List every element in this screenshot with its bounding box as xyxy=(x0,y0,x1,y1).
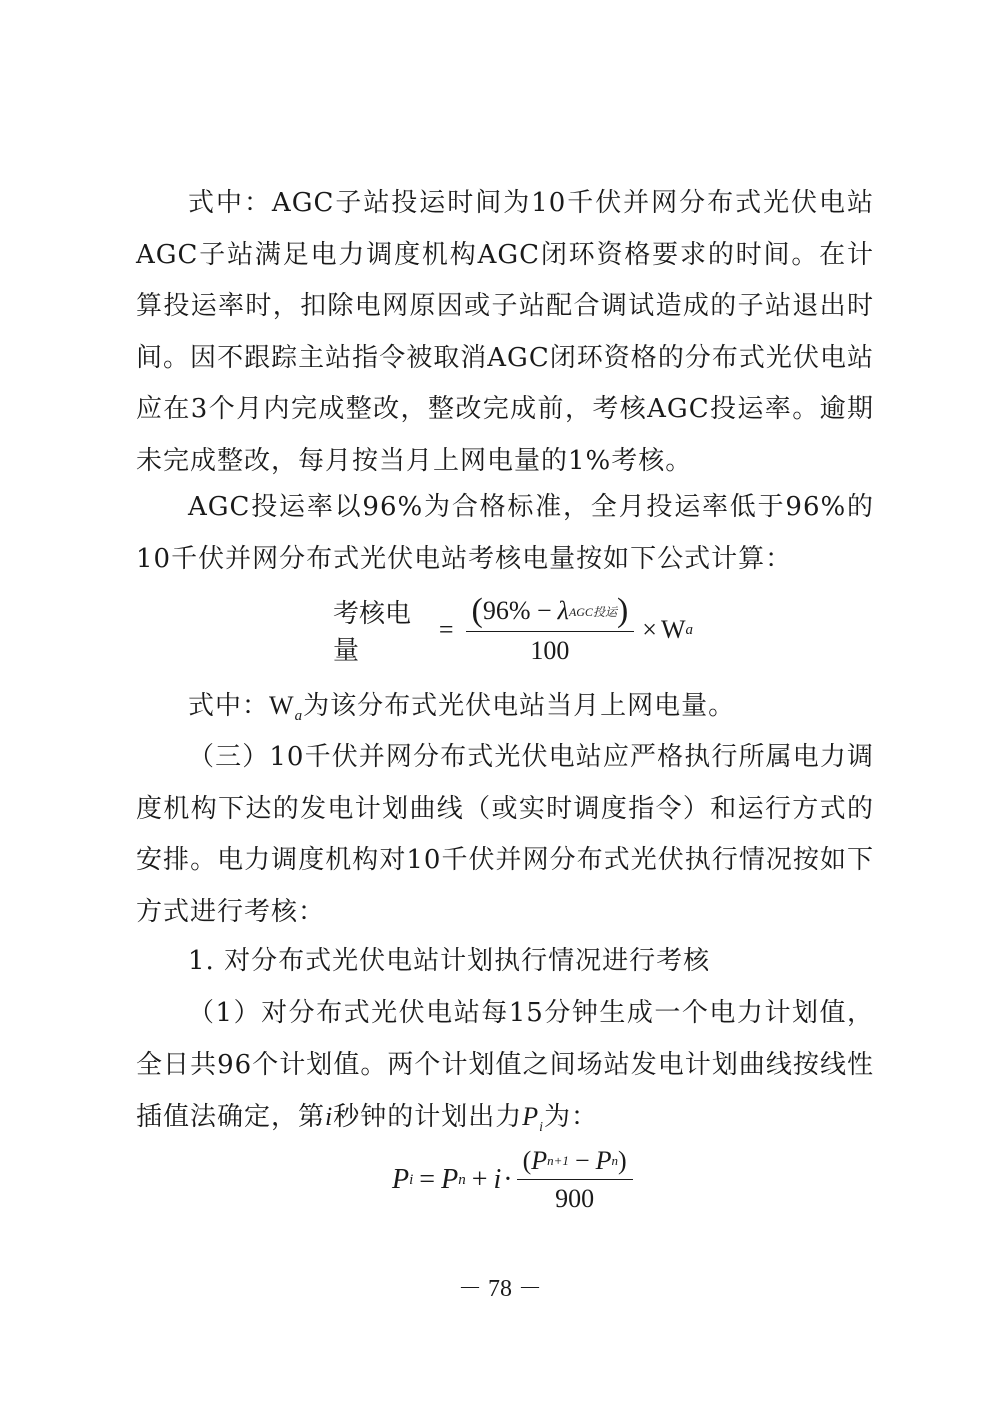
wa-symbol: W xyxy=(269,691,295,720)
formula2-close-paren: ) xyxy=(618,1146,627,1175)
paragraph-section-three: （三）10千伏并网分布式光伏电站应严格执行所属电力调度机构下达的发电计划曲线（或实时调度指令）和运行方式的安排。电力调度机构对10千伏并网分布式光伏执行情况按如下方式进行考核： xyxy=(136,742,874,927)
formula2-pn: P xyxy=(441,1164,459,1195)
wa-suffix: 为该分布式光伏电站当月上网电量。 xyxy=(303,691,736,721)
page-number: － 78 － xyxy=(458,1276,542,1302)
wa-symbol-sub: a xyxy=(294,708,304,724)
plan-p: P xyxy=(522,1102,540,1131)
formula-assessment-energy xyxy=(333,590,693,670)
formula2-pn-b: P xyxy=(595,1146,612,1175)
formula2-pn1: P xyxy=(531,1146,548,1175)
formula1-w: W xyxy=(660,615,686,644)
plan-i: i xyxy=(325,1102,334,1131)
formula1-open-paren: ( xyxy=(471,592,483,629)
formula2-i: i xyxy=(493,1164,502,1195)
formula1-num-value: 96% − xyxy=(482,596,552,625)
plan-p-sub: i xyxy=(539,1120,545,1135)
formula1-denominator: 100 xyxy=(530,636,570,665)
formula2-dot: · xyxy=(503,1164,513,1195)
formula1-lambda: λ xyxy=(557,596,569,625)
plan-mid: 秒钟的计划出力 xyxy=(333,1102,523,1132)
formula1-fraction xyxy=(466,594,635,666)
formula2-pn-sub: n xyxy=(458,1171,466,1188)
formula2-pn-b-sub: n xyxy=(611,1153,618,1168)
plan-text: （1）对分布式光伏电站每15分钟生成一个电力计划值，全日共96个计划值。两个计划值之间场站发电计划曲线按线性插值法确定，第 xyxy=(136,998,874,1132)
formula2-fraction xyxy=(517,1146,633,1214)
formula2-equals: = xyxy=(419,1164,436,1195)
paragraph-plan-values xyxy=(136,988,874,1154)
formula2-pi-sub: i xyxy=(409,1171,414,1188)
paragraph-agc-definition: 式中：AGC子站投运时间为10千伏并网分布式光伏电站AGC子站满足电力调度机构AGC闭环资格要求的时间。在计算投运率时，扣除电网原因或子站配合调试造成的子站退出时间。因不跟踪主站指令被取消AGC闭环资格的分布式光伏电站应在3个月内完成整改，整改完成前，考核AGC投运率。逾期未完成整改，每月按当月上网电量的1%考核。 xyxy=(136,188,874,476)
formula2-minus: − xyxy=(574,1146,590,1175)
formula2-pn1-sub: n+1 xyxy=(547,1153,569,1168)
heading-plan-execution: 1. 对分布式光伏电站计划执行情况进行考核 xyxy=(188,946,711,976)
formula-interpolation xyxy=(392,1145,692,1215)
formula1-times: × xyxy=(642,615,657,644)
formula1-numerator xyxy=(466,594,635,631)
formula2-open-paren: ( xyxy=(522,1146,532,1175)
wa-prefix: 式中： xyxy=(188,691,270,721)
formula1-close-paren: ) xyxy=(616,592,629,629)
formula1-w-sub: a xyxy=(685,621,693,638)
formula1-lhs: 考核电量 xyxy=(333,599,412,666)
formula2-numerator xyxy=(517,1146,633,1179)
formula1-equals: = xyxy=(438,615,454,644)
formula2-denominator: 900 xyxy=(555,1184,595,1213)
formula1-lambda-sub: AGC投运 xyxy=(568,604,617,619)
formula2-pi: P xyxy=(392,1164,410,1195)
plan-end: 为： xyxy=(544,1102,599,1132)
paragraph-agc-standard: AGC投运率以96%为合格标准，全月投运率低于96%的10千伏并网分布式光伏电站考核电量按如下公式计算： xyxy=(136,492,874,574)
formula2-plus: + xyxy=(471,1164,488,1195)
